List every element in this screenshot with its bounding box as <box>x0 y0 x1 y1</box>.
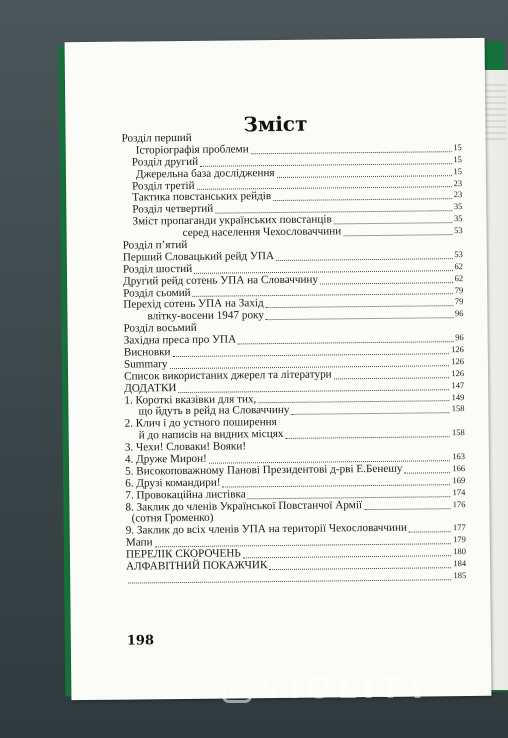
table-of-contents <box>122 130 467 585</box>
toc-entry-label: 6. Друзі командири! <box>125 476 221 490</box>
toc-leader-dots <box>405 471 451 473</box>
toc-entry-page: 147 <box>451 379 465 390</box>
toc-entry-label: 2. Клич і до устного поширення <box>124 416 277 430</box>
toc-entry-page: 166 <box>452 462 466 474</box>
toc-entry-label: Західна преса про УПА <box>123 333 237 347</box>
watermark <box>222 666 492 710</box>
toc-entry-page: 23 <box>453 189 463 200</box>
toc-entry-label: й до написів на видних місцях <box>138 428 284 442</box>
toc-entry-label: Другий рейд сотень УПА на Словаччину <box>123 273 319 288</box>
toc-entry-label: Тактика повстанських рейдів <box>132 190 272 204</box>
toc-entry-page: 169 <box>452 474 466 485</box>
toc-entry-label: (сотня Громенко) <box>131 512 214 526</box>
toc-leader-dots <box>292 412 450 416</box>
toc-entry-label: 3. Чехи! Словаки! Вояки! <box>124 440 247 454</box>
toc-entry-label: Джерельна база дослідження <box>135 166 275 181</box>
toc-entry-page: 174 <box>452 486 466 497</box>
toc-entry-page: 163 <box>452 451 465 462</box>
toc-entry-page: 184 <box>453 558 467 569</box>
toc-entry-label: 8. Заклик до членів Української Повстанчої Армії <box>125 498 363 514</box>
toc-entry-page: 179 <box>452 534 466 545</box>
toc-entry-page: 62 <box>454 260 463 271</box>
toc-entry-label: 4. Друже Мирон! <box>124 452 207 466</box>
toc-entry-label: Розділ перший <box>121 131 192 145</box>
toc-entry-label: Розділ четвертий <box>132 202 214 216</box>
toc-entry-label: Summary <box>123 358 168 371</box>
toc-entry-label: Перехід сотень УПА на Захід <box>123 297 264 312</box>
toc-title: Зміст <box>243 111 308 137</box>
toc-entry-page: 158 <box>451 427 465 438</box>
toc-entry-page: 177 <box>452 522 466 533</box>
toc-entry-page: 96 <box>454 308 464 319</box>
toc-entry-page: 15 <box>453 165 462 176</box>
toc-entry-label: Мапи <box>125 536 153 549</box>
toc-entry-label: Розділ сьомий <box>123 286 191 300</box>
book-page <box>65 38 492 700</box>
toc-entry-page: 62 <box>454 272 464 283</box>
toc-leader-dots <box>364 507 451 510</box>
violity-logo-icon <box>222 673 252 703</box>
toc-entry-label: Розділ шостий <box>122 262 193 276</box>
toc-entry-label: влітку-восени 1947 року <box>147 309 264 323</box>
toc-leader-dots <box>334 376 450 379</box>
toc-entry-page: 35 <box>453 213 463 224</box>
toc-leader-dots <box>334 221 452 224</box>
toc-entry-page: 158 <box>451 403 465 414</box>
toc-entry-page: 79 <box>454 284 464 295</box>
toc-leader-dots <box>128 578 451 583</box>
toc-entry-label: Розділ п’ятий <box>122 238 188 252</box>
toc-entry-label: серед населення Чехословаччини <box>182 225 342 240</box>
toc-entry-label: Історіографія проблеми <box>135 143 249 157</box>
toc-entry-page: 149 <box>451 391 465 402</box>
toc-entry-label: Розділ третій <box>132 179 195 193</box>
toc-entry-label: Висновки <box>123 346 171 359</box>
toc-entry-label: АЛФАВІТНИЙ ПОКАЖЧИК <box>125 559 268 573</box>
toc-entry-page: 23 <box>453 177 463 188</box>
toc-entry-page: 96 <box>455 332 464 343</box>
page-number: 198 <box>126 633 155 649</box>
watermark-text: VIOLITY <box>260 670 435 706</box>
toc-leader-dots <box>409 530 451 532</box>
toc-entry-label: 9. Заклик до всіх членів УПА на території Чехословаччини <box>125 522 407 537</box>
toc-entry-label: 5. Високоповажному Панові Президентові д-рві Е.Бенешу <box>125 462 403 478</box>
toc-leader-dots <box>285 435 449 439</box>
toc-entry-page: 53 <box>454 225 463 236</box>
toc-entry-page: 180 <box>453 546 466 557</box>
toc-entry-page: 53 <box>454 248 463 260</box>
toc-entry-label: Розділ другий <box>131 155 199 169</box>
toc-entry-page: 79 <box>454 296 464 307</box>
toc-entry-label: 7. Провокаційна листівка <box>125 488 246 502</box>
toc-entry-page: 176 <box>452 498 466 509</box>
toc-entry-page: 35 <box>453 201 463 212</box>
toc-entry-page: 15 <box>453 153 462 164</box>
toc-entry-label: Список використаних джерел та літератури <box>124 368 332 383</box>
toc-entry-label: Зміст пропаганди українських повстанців <box>132 213 332 228</box>
toc-entry-label: що йдуть в рейд на Словаччину <box>138 404 290 418</box>
toc-entry-label: 1. Короткі вказівки для тих, <box>124 392 257 407</box>
toc-leader-dots <box>343 233 452 236</box>
toc-entry-page: 185 <box>453 569 467 581</box>
toc-entry-page: 126 <box>451 355 464 367</box>
toc-entry-page: 126 <box>451 367 465 378</box>
toc-leader-dots <box>277 174 452 178</box>
toc-entry-page: 126 <box>450 344 464 355</box>
toc-leader-dots <box>320 281 453 284</box>
toc-entry-page: 15 <box>453 141 462 153</box>
toc-entry-label: Перший Словацький рейд УПА <box>122 249 275 264</box>
toc-entry-label: Розділ восьмий <box>123 322 197 335</box>
toc-entry-label: ДОДАТКИ <box>124 381 177 395</box>
toc-entry-label: ПЕРЕЛІК СКОРОЧЕНЬ <box>125 547 241 561</box>
